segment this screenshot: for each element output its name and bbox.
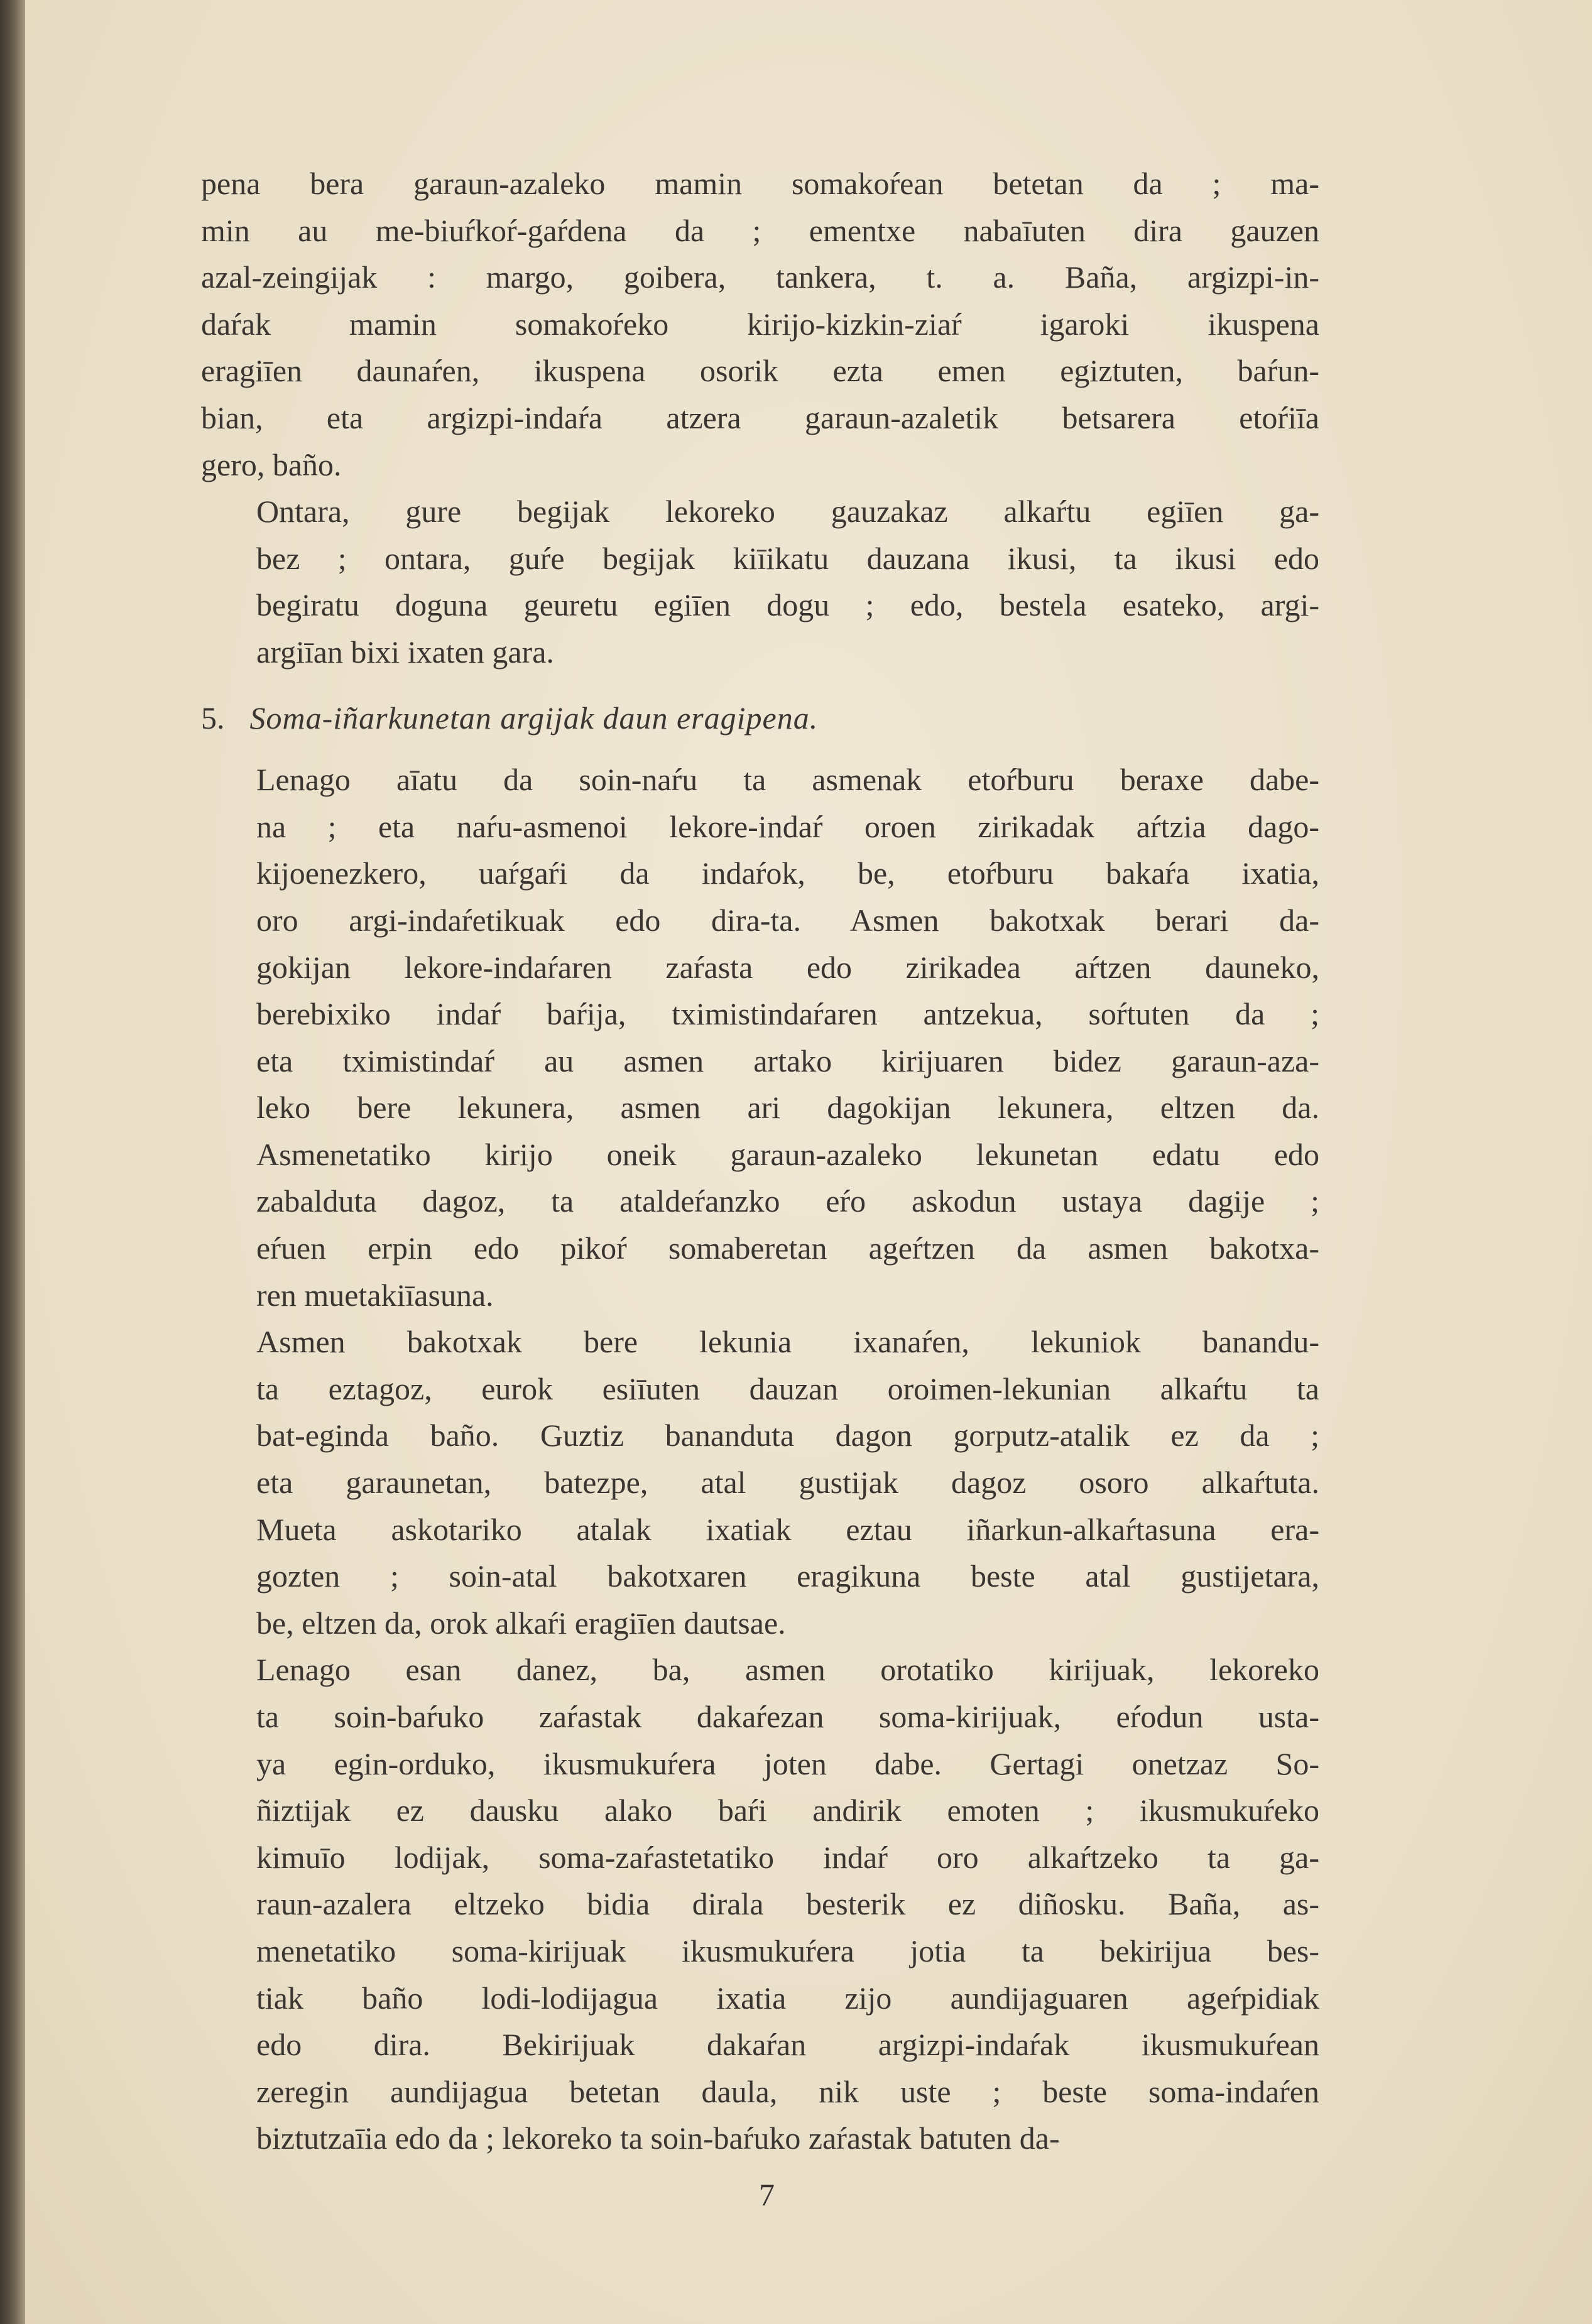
text-line: kimuīo lodijak, soma-zaŕastetatiko indaŕ oro alkaŕtzeko ta ga- [256, 1839, 1319, 1875]
text-line: ta eztagoz, eurok esiīuten dauzan oroimen-lekunian alkaŕtu ta [256, 1371, 1319, 1406]
text-line: Asmenetatiko kirijo oneik garaun-azaleko lekunetan edatu edo [256, 1136, 1319, 1172]
text-line: gokijan lekore-indaŕaren zaŕasta edo zirikadea aŕtzen dauneko, [256, 949, 1319, 985]
paragraph [201, 1318, 1319, 1646]
text-line: gozten ; soin-atal bakotxaren eragikuna beste atal gustijetara, [256, 1558, 1319, 1594]
text-line: Lenago esan danez, ba, asmen orotatiko kirijuak, lekoreko [256, 1652, 1319, 1688]
text-line: leko bere lekunera, asmen ari dagokijan lekunera, eltzen da. [256, 1090, 1319, 1126]
text-line: begiratu doguna geuretu egiīen dogu ; edo, bestela esateko, argi- [256, 587, 1319, 623]
text-line: ta soin-baŕuko zaŕastak dakaŕezan soma-kirijuak, eŕodun usta- [256, 1699, 1319, 1734]
text-line: eŕuen erpin edo pikoŕ somaberetan ageŕtzen da asmen bakotxa- [256, 1230, 1319, 1266]
text-line: bez ; ontara, guŕe begijak kiīikatu dauzana ikusi, ta ikusi edo [256, 540, 1319, 576]
section-heading [201, 695, 1319, 742]
text-line: min au me-biuŕkoŕ-gaŕdena da ; ementxe nabaīuten dira gauzen [201, 212, 1319, 248]
text-line: menetatiko soma-kirijuak ikusmukuŕera jotia ta bekirijua bes- [256, 1933, 1319, 1968]
text-line: kijoenezkero, uaŕgaŕi da indaŕok, be, etoŕburu bakaŕa ixatia, [256, 855, 1319, 891]
text-line: eta tximistindaŕ au asmen artako kirijuaren bidez garaun-aza- [256, 1043, 1319, 1078]
text-line: eragiīen daunaŕen, ikuspena osorik ezta emen egiztuten, baŕun- [201, 353, 1319, 389]
text-line: Ontara, gure begijak lekoreko gauzakaz alkaŕtu egiīen ga- [256, 494, 1319, 529]
text-line: azal-zeingijak : margo, goibera, tankera, t. a. Baña, argizpi-in- [201, 259, 1319, 295]
text-line: be, eltzen da, orok alkaŕi eragiīen dautsae. [256, 1605, 786, 1641]
paragraph [201, 756, 1319, 1318]
section-number: 5. [201, 700, 225, 736]
text-line: Lenago aīatu da soin-naŕu ta asmenak etoŕburu beraxe dabe- [256, 762, 1319, 798]
text-line: tiak baño lodi-lodijagua ixatia zijo aundijaguaren ageŕpidiak [256, 1980, 1319, 2016]
text-line: zeregin aundijagua betetan daula, nik uste ; beste soma-indaŕen [256, 2073, 1319, 2109]
book-spine-shadow [0, 0, 25, 2324]
paragraph [201, 488, 1319, 675]
text-line: argiīan bixi ixaten gara. [256, 634, 554, 670]
text-line: gero, baño. [201, 447, 342, 482]
text-line: bat-eginda baño. Guztiz bananduta dagon gorputz-atalik ez da ; [256, 1418, 1319, 1453]
text-line: bian, eta argizpi-indaŕa atzera garaun-azaletik betsarera etoŕiīa [201, 399, 1319, 435]
text-line: zabalduta dagoz, ta ataldeŕanzko eŕo askodun ustaya dagije ; [256, 1183, 1319, 1219]
text-line: ren muetakiīasuna. [256, 1277, 494, 1313]
text-line: na ; eta naŕu-asmenoi lekore-indaŕ oroen zirikadak aŕtzia dago- [256, 808, 1319, 844]
text-line: daŕak mamin somakoŕeko kirijo-kizkin-ziaŕ igaroki ikuspena [201, 306, 1319, 342]
text-line: berebixiko indaŕ baŕija, tximistindaŕaren antzekua, soŕtuten da ; [256, 996, 1319, 1032]
text-line: raun-azalera eltzeko bidia dirala besterik ez diñosku. Baña, as- [256, 1886, 1319, 1922]
text-line: biztutzaīia edo da ; lekoreko ta soin-baŕuko zaŕastak batuten da- [256, 2120, 1060, 2156]
page-body [201, 160, 1319, 2162]
page-number: 7 [759, 2177, 775, 2212]
text-line: Mueta askotariko atalak ixatiak eztau iñarkun-alkaŕtasuna era- [256, 1511, 1319, 1547]
text-line: eta garaunetan, batezpe, atal gustijak dagoz osoro alkaŕtuta. [256, 1465, 1319, 1501]
text-line: oro argi-indaŕetikuak edo dira-ta. Asmen bakotxak berari da- [256, 902, 1319, 938]
text-line: pena bera garaun-azaleko mamin somakoŕean betetan da ; ma- [201, 166, 1319, 201]
text-line: Asmen bakotxak bere lekunia ixanaŕen, lekuniok banandu- [256, 1324, 1319, 1360]
section-title: Soma-iñarkunetan argijak daun eragipena. [249, 700, 819, 736]
text-line: edo dira. Bekirijuak dakaŕan argizpi-indaŕak ikusmukuŕean [256, 2027, 1319, 2063]
paragraph [201, 1646, 1319, 2162]
paragraph [201, 160, 1319, 488]
text-line: ya egin-orduko, ikusmukuŕera joten dabe. Gertagi onetzaz So- [256, 1746, 1319, 1781]
text-line: ñiztijak ez dausku alako baŕi andirik emoten ; ikusmukuŕeko [256, 1793, 1319, 1828]
